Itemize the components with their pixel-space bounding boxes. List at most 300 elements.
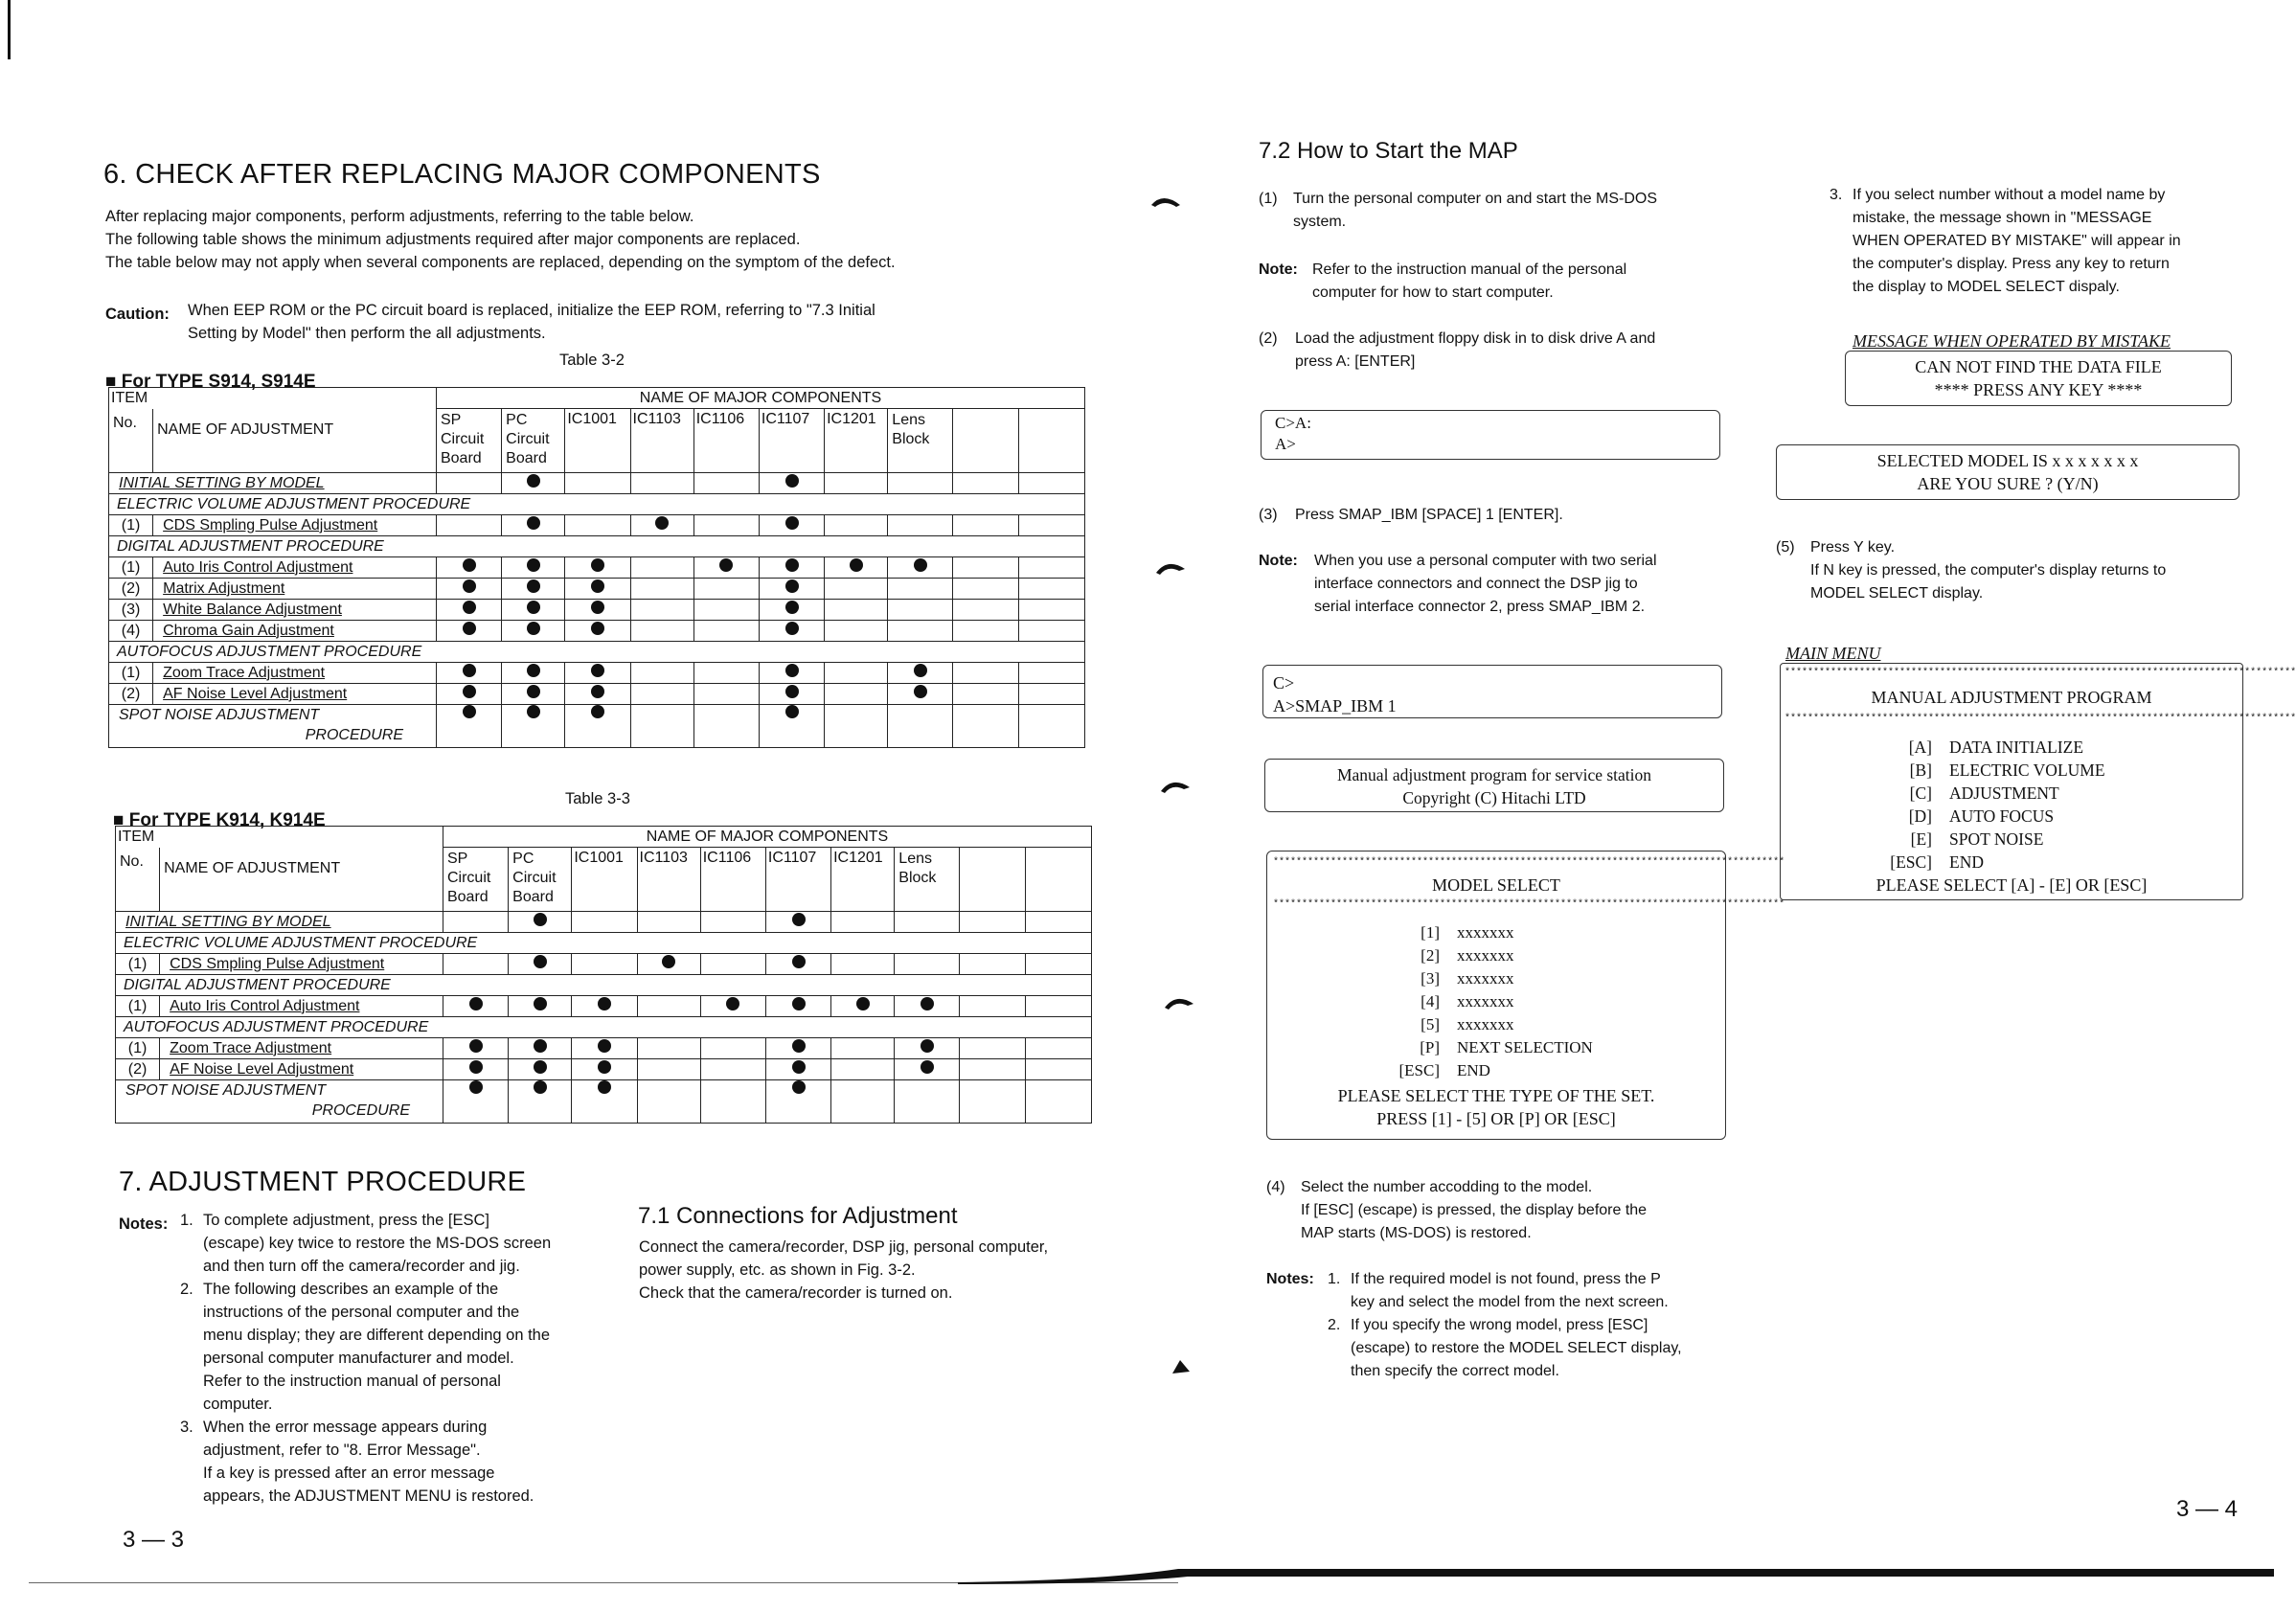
component-cell [630,515,693,536]
required-dot-icon [527,474,540,488]
component-cell [637,996,700,1017]
caution-line: When EEP ROM or the PC circuit board is replaced, initialize the EEP ROM, referring to "7.3 Initial [188,302,875,319]
component-cell [565,579,630,600]
intro-line: After replacing major components, perform adjustments, referring to the table below. [105,208,694,225]
menu-key: [P] [1420,1038,1440,1056]
step-number: (2) [1259,330,1278,347]
component-cell [436,621,501,642]
component-cell [953,705,1018,748]
step-number: (5) [1776,539,1795,556]
note-line: computer. [203,1396,273,1413]
binding-mark [1154,559,1187,575]
row-name: AF Noise Level Adjustment [153,684,437,705]
row-name: AF Noise Level Adjustment [160,1059,443,1080]
section7-title: 7. ADJUSTMENT PROCEDURE [119,1167,527,1197]
menu-label: ELECTRIC VOLUME [1949,761,2105,780]
menu-key: [2] [1421,946,1440,965]
component-cell [565,663,630,684]
mistake-message-box [1845,351,2232,406]
binding-mark [1159,778,1192,793]
note-line: mistake, the message shown in "MESSAGE [1853,210,2152,226]
main-menu-heading: MANUAL ADJUSTMENT PROGRAM [1871,688,2152,707]
component-cell [502,663,565,684]
dos-screen-1 [1261,410,1720,460]
section6-title: 6. CHECK AFTER REPLACING MAJOR COMPONENTS [103,159,821,190]
component-cell [953,557,1018,579]
step-number: (3) [1259,507,1278,523]
component-cell [765,996,830,1017]
header-ic1106: IC1106 [700,848,765,912]
page-number-right: 3 — 4 [2176,1496,2239,1522]
header-ic1001: IC1001 [565,409,630,473]
row-number: (1) [116,954,160,975]
menu-label: xxxxxxx [1457,969,1514,988]
component-cell [693,600,759,621]
note-line: serial interface connector 2, press SMAP_IBM 2. [1314,599,1646,615]
component-cell [888,600,953,621]
table-row [109,579,1085,600]
header-sp [436,409,501,473]
component-cell [502,684,565,705]
component-cell [831,996,895,1017]
component-cell [895,1038,960,1059]
row-number: (1) [116,996,160,1017]
required-dot-icon [534,913,547,926]
screen-line: A>SMAP_IBM 1 [1273,696,1397,715]
note-label: Note: [1259,553,1298,569]
component-cell [759,557,824,579]
required-dot-icon [534,1080,547,1094]
component-cell [888,557,953,579]
required-dot-icon [591,705,604,718]
component-cell [700,1059,765,1080]
row-name: Zoom Trace Adjustment [160,1038,443,1059]
header-row [109,388,1085,409]
required-dot-icon [463,622,476,635]
component-cell [825,579,888,600]
component-cell [630,684,693,705]
component-cell [888,515,953,536]
component-cell [509,1059,572,1080]
caution-line: Setting by Model" then perform the all adjustments. [188,325,546,342]
required-dot-icon [534,1060,547,1074]
row-name-text: INITIAL SETTING BY MODEL [125,913,331,930]
header-pc-line: Circuit [506,431,550,447]
component-cell [630,557,693,579]
component-cell [1025,996,1091,1017]
component-cell [443,1059,508,1080]
component-cell [693,684,759,705]
note-line: If you specify the wrong model, press [ESC] [1351,1317,1648,1333]
screen-line: C> [1273,673,1295,692]
component-cell [693,663,759,684]
row-name: CDS Smpling Pulse Adjustment [160,954,443,975]
header-ic1001: IC1001 [572,848,637,912]
required-dot-icon [463,579,476,593]
required-dot-icon [527,558,540,572]
required-dot-icon [921,1060,934,1074]
caution-label: Caution: [105,306,170,323]
component-cell [700,1080,765,1124]
component-cell [953,579,1018,600]
required-dot-icon [785,601,799,614]
component-cell [700,954,765,975]
row-number: (3) [109,600,153,621]
required-dot-icon [850,558,863,572]
component-cell [759,621,824,642]
required-dot-icon [463,601,476,614]
component-cell [637,912,700,933]
component-cell [565,684,630,705]
note-line: the computer's display. Press any key to return [1853,256,2170,272]
component-cell [630,621,693,642]
menu-option [1392,944,1725,967]
required-dot-icon [785,622,799,635]
header-lens [888,409,953,473]
menu-label: DATA INITIALIZE [1949,738,2084,757]
component-cell [700,996,765,1017]
menu-label: END [1949,852,1984,872]
banner-line: Manual adjustment program for service station [1336,765,1652,784]
component-cell [443,954,508,975]
required-dot-icon [527,579,540,593]
component-cell [630,663,693,684]
table-row [116,1080,1092,1124]
note-number: 3. [180,1419,193,1436]
component-cell [831,1059,895,1080]
step-line: Press Y key. [1810,539,1896,556]
component-cell [565,705,630,748]
header-spare [953,409,1018,473]
header-name: NAME OF ADJUSTMENT [153,388,437,473]
table2-type: ■ For TYPE K914, K914E [113,810,326,830]
section-heading: ELECTRIC VOLUME ADJUSTMENT PROCEDURE [116,933,1092,954]
intro-line: The table below may not apply when several components are replaced, depending on the symptom of the defect. [105,254,896,271]
required-dot-icon [598,1060,611,1074]
header-ic1103: IC1103 [637,848,700,912]
step5 [1776,536,2166,605]
table-row [109,473,1085,494]
note-line: WHEN OPERATED BY MISTAKE" will appear in [1853,233,2181,249]
component-cell [895,1080,960,1124]
required-dot-icon [591,558,604,572]
component-cell [436,705,501,748]
menu-option [1392,1036,1725,1059]
step2 [1259,328,1655,374]
step1 [1259,188,1657,234]
component-cell [565,621,630,642]
step-line: If N key is pressed, the computer's display returns to [1810,562,2167,579]
component-cell [509,996,572,1017]
menu-option [1884,805,2242,828]
required-dot-icon [591,685,604,698]
menu-label: xxxxxxx [1457,923,1514,942]
header-major: NAME OF MAJOR COMPONENTS [443,827,1091,848]
component-cell [502,473,565,494]
row-number: (2) [116,1059,160,1080]
component-cell [693,579,759,600]
section-heading: AUTOFOCUS ADJUSTMENT PROCEDURE [109,642,1085,663]
note1 [1259,259,1626,305]
component-cell [1025,954,1091,975]
page-number-left: 3 — 3 [123,1527,185,1553]
required-dot-icon [591,579,604,593]
left-margin-line [8,0,11,59]
mistake-title: MESSAGE WHEN OPERATED BY MISTAKE [1853,331,2171,351]
row-name: White Balance Adjustment [153,600,437,621]
note-number: 2. [180,1281,193,1298]
component-cell [1025,1059,1091,1080]
note-line: menu display; they are different depending on the [203,1327,551,1344]
section-heading: AUTOFOCUS ADJUSTMENT PROCEDURE [116,1017,1092,1038]
required-dot-icon [914,558,927,572]
row-number: (2) [109,684,153,705]
menu-option [1392,1013,1725,1036]
required-dot-icon [527,685,540,698]
required-dot-icon [469,1060,483,1074]
header-lens-line: Lens [898,851,932,867]
menu-key: [C] [1909,783,1932,803]
table-row [109,536,1085,557]
section-heading: DIGITAL ADJUSTMENT PROCEDURE [109,536,1085,557]
header-pc-line: Circuit [512,870,557,886]
note-line: Refer to the instruction manual of the personal [1312,261,1627,278]
component-cell [436,557,501,579]
note-item [180,1209,617,1278]
menu-key: [A] [1908,738,1932,757]
note-line: personal computer manufacturer and model. [203,1350,514,1367]
component-cell [572,1059,637,1080]
component-cell [443,996,508,1017]
step-line: Turn the personal computer on and start the MS-DOS [1293,191,1658,207]
table-row [116,912,1092,933]
menu-key: [ESC] [1890,852,1932,872]
required-dot-icon [792,1039,806,1053]
sec71-text [639,1236,1048,1305]
component-cell [895,996,960,1017]
table-row [116,933,1092,954]
note-item [180,1278,617,1416]
component-cell [443,1080,508,1124]
component-cell [436,473,501,494]
section-heading: ELECTRIC VOLUME ADJUSTMENT PROCEDURE [109,494,1085,515]
header-ic1107: IC1107 [765,848,830,912]
required-dot-icon [792,1060,806,1074]
note-number: 1. [1328,1271,1341,1287]
required-dot-icon [792,913,806,926]
note-item [1328,1268,1745,1314]
component-cell [825,705,888,748]
step4 [1266,1176,1647,1245]
component-cell [1018,621,1084,642]
note-line: If you select number without a model name by [1853,187,2166,203]
header-item: ITEM [116,827,160,848]
component-cell [960,996,1025,1017]
component-cell [1018,663,1084,684]
required-dot-icon [598,1080,611,1094]
components-table-s914 [108,387,1085,748]
row-name: Chroma Gain Adjustment [153,621,437,642]
star-divider: ***************************************************************************************** [1785,668,2296,678]
row-name-text: SPOT NOISE ADJUSTMENT [119,707,320,723]
component-cell [888,705,953,748]
required-dot-icon [591,601,604,614]
component-cell [831,954,895,975]
note3 [1259,550,1657,619]
component-cell [1025,1080,1091,1124]
note-number: 1. [180,1212,193,1229]
table-row [109,621,1085,642]
note-line: then specify the correct model. [1351,1363,1559,1379]
required-dot-icon [469,1039,483,1053]
component-cell [825,663,888,684]
header-ic1201: IC1201 [825,409,888,473]
component-cell [637,1080,700,1124]
required-dot-icon [921,1039,934,1053]
row-name-text: PROCEDURE [311,1102,410,1119]
sec71-line: Connect the camera/recorder, DSP jig, personal computer, [639,1238,1049,1256]
model-prompt-line: PRESS [1] - [5] OR [P] OR [ESC] [1376,1109,1616,1128]
required-dot-icon [598,997,611,1010]
row-number: (2) [109,579,153,600]
component-cell [436,684,501,705]
star-divider: ***************************************************************************************** [1785,714,2296,724]
note-line: (escape) to restore the MODEL SELECT display, [1351,1340,1682,1356]
menu-key: [5] [1421,1015,1440,1033]
table-row [109,642,1085,663]
table-row [109,663,1085,684]
table1-type: ■ For TYPE S914, S914E [105,372,316,392]
intro-text [105,205,896,274]
required-dot-icon [921,997,934,1010]
component-cell [759,600,824,621]
menu-label: AUTO FOCUS [1949,806,2055,826]
note-line: To complete adjustment, press the [ESC] [203,1212,489,1229]
required-dot-icon [785,516,799,530]
step-number: (4) [1266,1179,1285,1195]
model-select-screen [1266,851,1785,1140]
header-sp-line: Circuit [446,870,491,886]
component-cell [831,1038,895,1059]
component-cell [765,1059,830,1080]
menu-option [1392,967,1725,990]
table-row [109,515,1085,536]
note-line: computer for how to start computer. [1312,284,1554,301]
header-sp-line: Board [446,889,489,905]
menu-label: NEXT SELECTION [1457,1038,1593,1056]
note-line: and then turn off the camera/recorder and jig. [203,1258,520,1275]
component-cell [953,515,1018,536]
main-menu-screen [1780,663,2296,900]
note-number: 2. [1328,1317,1341,1333]
menu-label: END [1457,1061,1490,1079]
required-dot-icon [463,705,476,718]
component-cell [953,473,1018,494]
menu-key: [4] [1421,992,1440,1010]
step-line: Load the adjustment floppy disk in to disk drive A and [1295,330,1656,347]
component-cell [888,473,953,494]
menu-option [1392,921,1725,944]
required-dot-icon [534,997,547,1010]
table1-caption: Table 3-2 [559,352,625,369]
component-cell [509,1038,572,1059]
header-pc-line: Board [506,450,547,466]
required-dot-icon [527,622,540,635]
component-cell [693,705,759,748]
star-divider: ***************************************************************************************** [1273,899,1785,910]
header-lens-line: Block [892,431,930,447]
dos-screen-2 [1262,665,1722,718]
component-cell [565,515,630,536]
component-cell [502,579,565,600]
row-name [116,1080,443,1124]
component-cell [572,1038,637,1059]
header-pc [502,409,565,473]
component-cell [953,600,1018,621]
component-cell [572,1080,637,1124]
component-cell [700,1038,765,1059]
header-pc-line: Board [512,889,554,905]
component-cell [436,663,501,684]
note-line: key and select the model from the next screen. [1351,1294,1669,1310]
component-cell [759,579,824,600]
step-line: Press SMAP_IBM [SPACE] 1 [ENTER]. [1295,507,1563,523]
step-line: system. [1293,214,1347,230]
step-line: press A: [ENTER] [1295,353,1416,370]
component-cell [1018,684,1084,705]
notes-label: Notes: [1266,1271,1314,1287]
component-cell [502,705,565,748]
component-cell [1018,515,1084,536]
row-name [109,705,437,748]
step-line: MODEL SELECT display. [1810,585,1984,602]
row-number: (4) [109,621,153,642]
header-no: No. [116,848,160,912]
component-cell [443,1038,508,1059]
component-cell [630,705,693,748]
main-menu-title: MAIN MENU [1785,644,1881,663]
component-cell [436,600,501,621]
row-name: Auto Iris Control Adjustment [160,996,443,1017]
note-line: appears, the ADJUSTMENT MENU is restored. [203,1487,534,1505]
required-dot-icon [463,685,476,698]
menu-label: xxxxxxx [1457,1015,1514,1033]
table-row [109,494,1085,515]
note-line: If a key is pressed after an error message [203,1464,495,1482]
main-menu-prompt: PLEASE SELECT [A] - [E] OR [ESC] [1875,875,2148,895]
header-ic1106: IC1106 [693,409,759,473]
component-cell [502,515,565,536]
header-pc [509,848,572,912]
required-dot-icon [662,955,675,968]
header-row [116,827,1092,848]
header-sp-line: SP [440,412,462,428]
table-row [116,1017,1092,1038]
menu-key: [B] [1909,761,1932,780]
table-row [109,557,1085,579]
component-cell [565,473,630,494]
component-cell [565,557,630,579]
section-heading: DIGITAL ADJUSTMENT PROCEDURE [116,975,1092,996]
component-cell [1025,1038,1091,1059]
header-ic1107: IC1107 [759,409,824,473]
program-banner [1264,759,1724,812]
component-cell [693,621,759,642]
confirm-line: SELECTED MODEL IS x x x x x x x [1876,451,2139,470]
row-number: (1) [109,663,153,684]
required-dot-icon [534,1039,547,1053]
note-line: interface connectors and connect the DSP jig to [1314,576,1638,592]
